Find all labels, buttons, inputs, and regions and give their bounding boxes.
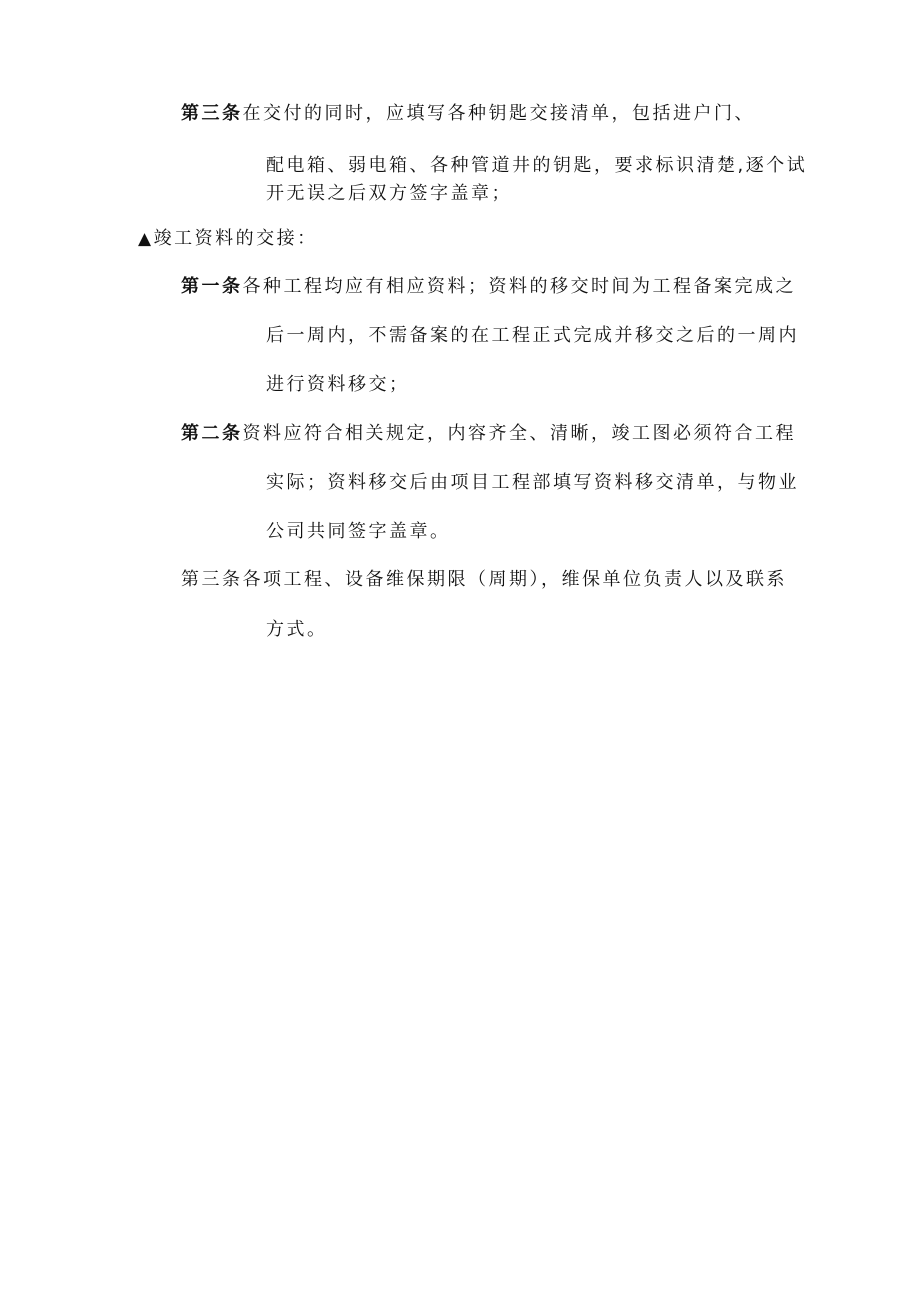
article-1-line-3: 进行资料移交； (266, 374, 410, 395)
article-2-line-2: 实际；资料移交后由项目工程部填写资料移交清单，与物业 (266, 472, 799, 493)
article-3-maintenance-line-2: 方式。 (266, 619, 328, 640)
article-3-keys-line-2: 配电箱、弱电箱、各种管道井的钥匙，要求标识清楚,逐个试 (266, 155, 808, 176)
article-3-label: 第三条 (181, 103, 243, 124)
article-3-maintenance-line-1: 第三条各项工程、设备维保期限（周期），维保单位负责人以及联系 (181, 569, 787, 590)
section-heading (138, 226, 318, 252)
article-1-text: 各种工程均应有相应资料；资料的移交时间为工程备案完成之 (242, 276, 796, 297)
article-1-label: 第一条 (181, 276, 243, 297)
triangle-bullet-icon: ▲ (138, 229, 154, 249)
article-2-line-1 (181, 421, 796, 447)
article-1-line-1 (181, 274, 796, 300)
article-3-keys-line-1 (181, 101, 755, 127)
article-2-label: 第二条 (181, 423, 243, 444)
section-heading-text: 竣工资料的交接： (153, 228, 318, 249)
article-2-line-3: 公司共同签字盖章。 (266, 521, 451, 542)
article-1-line-2: 后一周内，不需备案的在工程正式完成并移交之后的一周内 (266, 325, 799, 346)
article-3-text: 在交付的同时，应填写各种钥匙交接清单，包括进户门、 (242, 103, 755, 124)
article-3-keys-line-3: 开无误之后双方签字盖章； (266, 183, 512, 204)
article-2-text: 资料应符合相关规定，内容齐全、清晰，竣工图必须符合工程 (242, 423, 796, 444)
